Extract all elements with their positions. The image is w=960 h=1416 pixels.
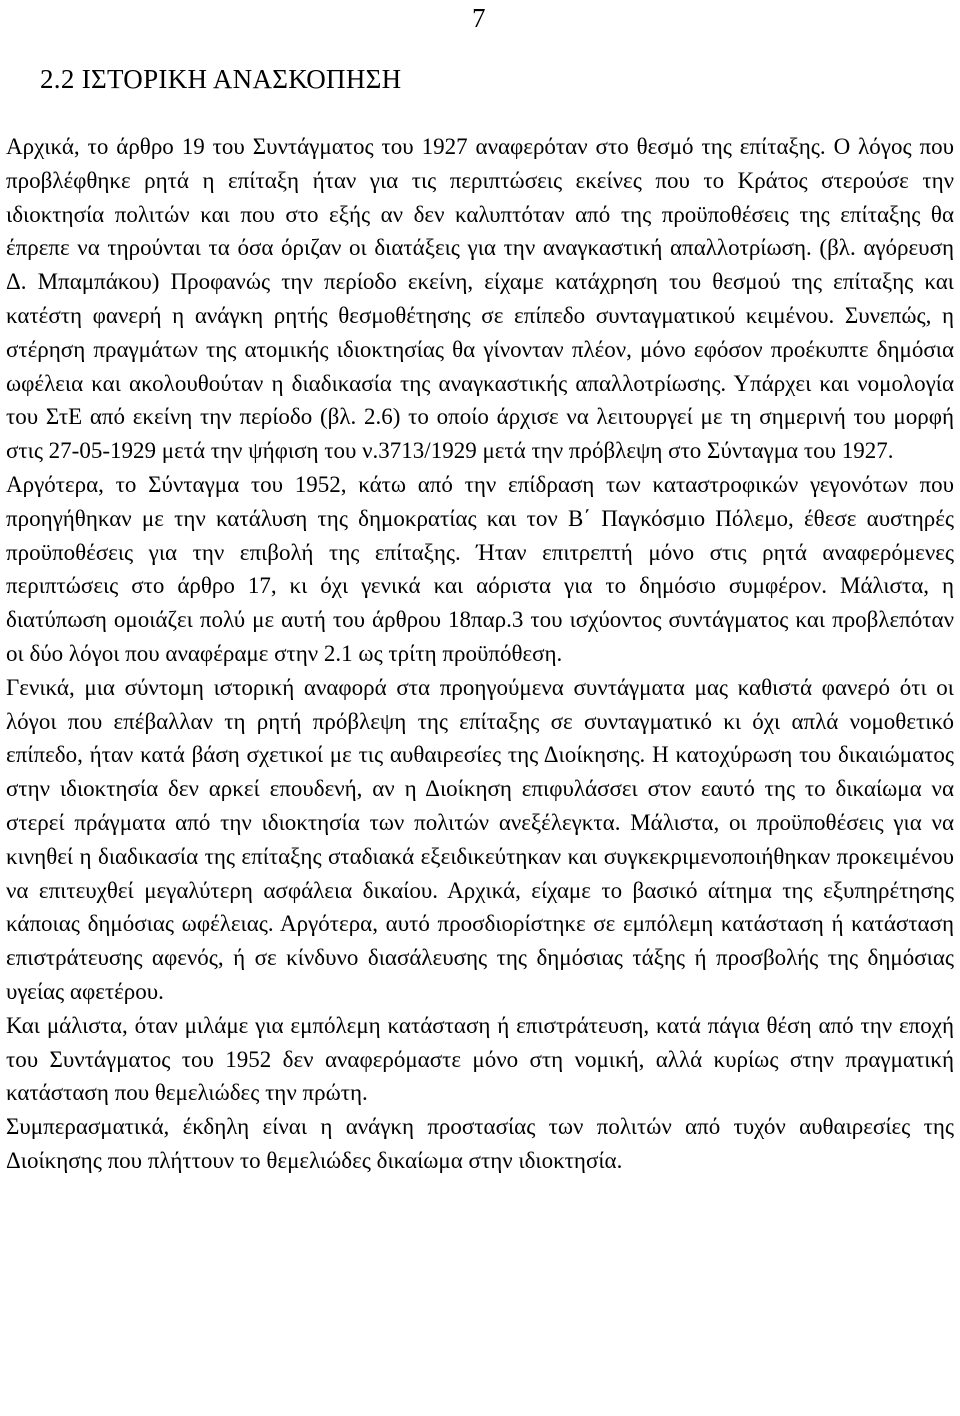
document-body: [6, 130, 954, 1178]
paragraph-3: Γενικά, μια σύντομη ιστορική αναφορά στα προηγούμενα συντάγματα μας καθιστά φανερό ότι οι λόγοι που επέβαλλαν τη ρητή πρόβλεψη της επίταξης σε συνταγματικό κι όχι απλά νομοθετικό επίπεδο, ήταν κατά βάση σχετικοί με τις αυθαιρεσίες της Διοίκησης. Η κατοχύρωση του δικαιώματος στην ιδιοκτησία δεν αρκεί επουδενή, αν η Διοίκηση επιφυλάσσει στον εαυτό της το δικαίωμα να στερεί πράγματα από την ιδιοκτησία των πολιτών ανεξέλεγκτα. Μάλιστα, οι προϋποθέσεις για να κινηθεί η διαδικασία της επίταξης σταδιακά εξειδικεύτηκαν και συγκεκριμενοποιήθηκαν προκειμένου να επιτευχθεί μεγαλύτερη ασφάλεια δικαίου. Αρχικά, είχαμε το βασικό αίτημα της εξυπηρέτησης κάποιας δημόσιας ωφέλειας. Αργότερα, αυτό προσδιορίστηκε σε εμπόλεμη κατάσταση ή κατάσταση επιστράτευσης αφενός, ή σε κίνδυνο διασάλευσης της δημόσιας τάξης ή προσβολής της δημόσιας υγείας αφετέρου.: [6, 674, 954, 1004]
paragraph-2: Αργότερα, το Σύνταγμα του 1952, κάτω από την επίδραση των καταστροφικών γεγονότων που προηγήθηκαν με την κατάλυση της δημοκρατίας και τον Β΄ Παγκόσμιο Πόλεμο, έθεσε αυστηρές προϋποθέσεις για την επιβολή της επίταξης. Ήταν επιτρεπτή μόνο στις ρητά αναφερόμενες περιπτώσεις στο άρθρο 17, κι όχι γενικά και αόριστα για το δημόσιο συμφέρον. Μάλιστα, η διατύπωση ομοιάζει πολύ με αυτή του άρθρου 18παρ.3 του ισχύοντος συντάγματος και προβλεπόταν οι δύο λόγοι που αναφέραμε στην 2.1 ως τρίτη προϋπόθεση.: [6, 471, 954, 666]
paragraph-4: Και μάλιστα, όταν μιλάμε για εμπόλεμη κατάσταση ή επιστράτευση, κατά πάγια θέση από την εποχή του Συντάγματος του 1952 δεν αναφερόμαστε μόνο στη νομική, αλλά κυρίως στην πραγματική κατάσταση που θεμελιώδες την πρώτη.: [6, 1012, 954, 1106]
section-title: 2.2 ΙΣΤΟΡΙΚΗ ΑΝΑΣΚΟΠΗΣΗ: [40, 64, 402, 94]
paragraph-1: Αρχικά, το άρθρο 19 του Συντάγματος του 1927 αναφερόταν στο θεσμό της επίταξης. Ο λόγος που προβλέφθηκε ρητά η επίταξη ήταν για τις περιπτώσεις εκείνες που το Κράτος στερούσε την ιδιοκτησία πολιτών και που στο εξής αν δεν καλυπτόταν από της προϋποθέσεις της επίταξης θα έπρεπε να τηρούνται τα όσα όριζαν οι διατάξεις για την αναγκαστική απαλλοτρίωση. (βλ. αγόρευση Δ. Μπαμπάκου) Προφανώς την περίοδο εκείνη, είχαμε κατάχρηση του θεσμού της επίταξης και κατέστη φανερή η ανάγκη ρητής θεσμοθέτησης σε επίπεδο συνταγματικού κειμένου. Συνεπώς, η στέρηση πραγμάτων της ατομικής ιδιοκτησίας θα γίνονταν πλέον, μόνο εφόσον προέκυπτε δημόσια ωφέλεια και ακολουθούταν η διαδικασία της αναγκαστικής απαλλοτρίωσης. Υπάρχει και νομολογία του ΣτΕ από εκείνη την περίοδο (βλ. 2.6) το οποίο άρχισε να λειτουργεί με τη σημερινή του μορφή στις 27-05-1929 μετά την ψήφιση του ν.3713/1929 μετά την πρόβλεψη στο Σύνταγμα του 1927.: [6, 134, 954, 464]
paragraph-5: Συμπερασματικά, έκδηλη είναι η ανάγκη προστασίας των πολιτών από τυχόν αυθαιρεσίες της Διοίκησης που πλήττουν το θεμελιώδες δικαίωμα στην ιδιοκτησία.: [6, 1114, 954, 1173]
page-number: 7: [472, 3, 486, 33]
